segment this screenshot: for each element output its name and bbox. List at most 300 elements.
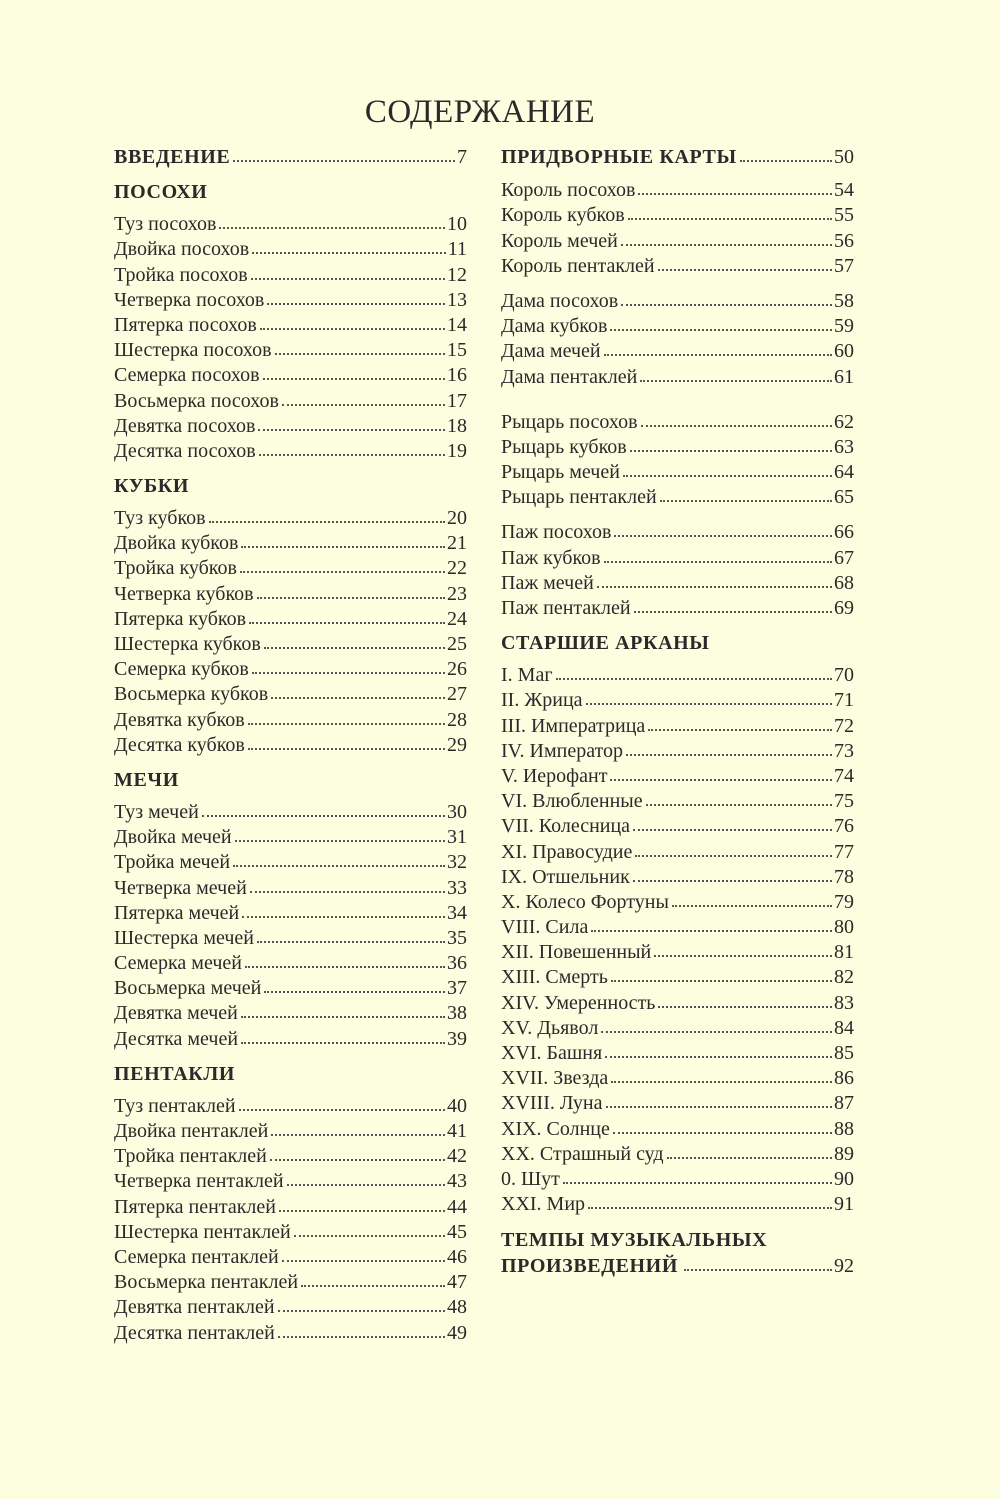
toc-entry[interactable] bbox=[501, 485, 854, 510]
dot-leader bbox=[233, 859, 445, 867]
toc-entry-title: Дама мечей bbox=[501, 340, 601, 363]
dot-leader bbox=[249, 616, 445, 624]
toc-entry[interactable] bbox=[501, 229, 854, 254]
dot-leader bbox=[241, 1036, 445, 1044]
toc-entry-title: Дама пентаклей bbox=[501, 365, 638, 388]
toc-entry[interactable] bbox=[114, 531, 467, 556]
toc-entry-title: ПРИДВОРНЫЕ КАРТЫ bbox=[501, 146, 737, 168]
toc-entry-title: XV. Дьявол bbox=[501, 1016, 599, 1039]
toc-entry-page: 24 bbox=[447, 607, 467, 630]
toc-entry-title: Король пентаклей bbox=[501, 254, 655, 277]
toc-entry-page: 55 bbox=[834, 204, 854, 227]
toc-entry-page: 14 bbox=[447, 313, 467, 336]
dot-leader bbox=[258, 423, 445, 431]
toc-entry-page: 29 bbox=[447, 733, 467, 756]
toc-entry[interactable] bbox=[114, 389, 467, 414]
dot-leader bbox=[301, 1279, 445, 1287]
toc-entry-title: Дама кубков bbox=[501, 315, 608, 338]
toc-entry-page: 90 bbox=[834, 1167, 854, 1190]
dot-leader bbox=[621, 238, 832, 246]
toc-entry[interactable] bbox=[501, 739, 854, 764]
toc-entry-page: 34 bbox=[447, 901, 467, 924]
toc-entry[interactable] bbox=[501, 1091, 854, 1116]
dot-leader bbox=[263, 372, 445, 380]
dot-leader bbox=[604, 348, 832, 356]
toc-entry[interactable] bbox=[501, 571, 854, 596]
group-spacer bbox=[501, 390, 854, 410]
toc-entry-title: Рыцарь мечей bbox=[501, 461, 620, 484]
toc-entry[interactable] bbox=[114, 363, 467, 388]
toc-entry-page: 68 bbox=[834, 571, 854, 594]
toc-entry-page: 43 bbox=[447, 1170, 467, 1193]
toc-entry-page: 56 bbox=[834, 229, 854, 252]
toc-entry[interactable] bbox=[114, 1245, 467, 1270]
toc-entry[interactable] bbox=[501, 1167, 854, 1192]
toc-entry-title: Двойка мечей bbox=[114, 826, 232, 849]
toc-entry-title: Тройка кубков bbox=[114, 557, 237, 580]
toc-entry-title: I. Маг bbox=[501, 664, 553, 687]
dot-leader bbox=[271, 1128, 445, 1136]
dot-leader bbox=[613, 1126, 832, 1134]
dot-leader bbox=[630, 444, 832, 452]
toc-entry-page: 78 bbox=[834, 865, 854, 888]
toc-entry-page: 77 bbox=[834, 840, 854, 863]
toc-entry-page: 38 bbox=[447, 1002, 467, 1025]
dot-leader bbox=[264, 985, 445, 993]
toc-entry-page: 16 bbox=[447, 364, 467, 387]
toc-entry-title: XXI. Мир bbox=[501, 1193, 586, 1216]
toc-entry-page: 45 bbox=[447, 1220, 467, 1243]
toc-entry-tempos[interactable] bbox=[501, 1228, 854, 1279]
toc-entry-page: 13 bbox=[447, 288, 467, 311]
toc-entry-title: VI. Влюбленные bbox=[501, 790, 643, 813]
toc-entry[interactable] bbox=[114, 582, 467, 607]
toc-entry-title: Паж мечей bbox=[501, 571, 594, 594]
toc-entry-title: Шестерка посохов bbox=[114, 339, 272, 362]
toc-entry-title: X. Колесо Фортуны bbox=[501, 890, 669, 913]
group-spacer bbox=[501, 279, 854, 289]
dot-leader bbox=[239, 1103, 445, 1111]
dot-leader bbox=[634, 605, 832, 613]
dot-leader bbox=[635, 849, 832, 857]
toc-entry[interactable] bbox=[501, 1117, 854, 1142]
left-sections bbox=[114, 180, 467, 1346]
toc-entry-title: Десятка мечей bbox=[114, 1027, 239, 1050]
toc-entry[interactable] bbox=[501, 435, 854, 460]
toc-entry-title: Рыцарь посохов bbox=[501, 410, 638, 433]
dot-leader bbox=[240, 565, 445, 573]
toc-entry-page: 7 bbox=[457, 146, 467, 168]
toc-entry-intro[interactable] bbox=[114, 145, 467, 170]
dot-leader bbox=[251, 272, 445, 280]
toc-entry[interactable] bbox=[114, 556, 467, 581]
toc-entry[interactable] bbox=[501, 764, 854, 789]
toc-entry-page: 26 bbox=[447, 658, 467, 681]
dot-leader bbox=[563, 1176, 832, 1184]
toc-entry-page: 36 bbox=[447, 952, 467, 975]
dot-leader bbox=[641, 419, 832, 427]
toc-entry[interactable] bbox=[114, 1119, 467, 1144]
toc-entry-title: Пятерка пентаклей bbox=[114, 1195, 276, 1218]
toc-entry[interactable] bbox=[114, 1169, 467, 1194]
toc-entry-title: XIII. Смерть bbox=[501, 966, 608, 989]
toc-entry[interactable] bbox=[501, 254, 854, 279]
toc-entry[interactable] bbox=[501, 596, 854, 621]
toc-entry-title: Семерка посохов bbox=[114, 364, 260, 387]
section-heading: ПОСОХИ bbox=[114, 181, 208, 204]
dot-leader bbox=[264, 641, 445, 649]
dot-leader bbox=[241, 1010, 445, 1018]
toc-entry-title: Четверка мечей bbox=[114, 876, 247, 899]
dot-leader bbox=[672, 899, 832, 907]
toc-entry-page: 74 bbox=[834, 764, 854, 787]
dot-leader bbox=[667, 1151, 832, 1159]
toc-entry-page: 92 bbox=[834, 1254, 854, 1277]
dot-leader bbox=[219, 221, 445, 229]
toc-entry-title: XX. Страшный суд bbox=[501, 1142, 664, 1165]
dot-leader bbox=[646, 798, 832, 806]
toc-entry-title: Король посохов bbox=[501, 179, 636, 202]
dot-leader bbox=[248, 717, 445, 725]
toc-left-column bbox=[114, 145, 467, 1346]
toc-entry-page: 82 bbox=[834, 966, 854, 989]
dot-leader bbox=[658, 1000, 832, 1008]
dot-leader bbox=[648, 723, 832, 731]
toc-entry-page: 40 bbox=[447, 1094, 467, 1117]
toc-entry-page: 81 bbox=[834, 941, 854, 964]
dot-leader bbox=[740, 154, 832, 162]
dot-leader bbox=[556, 672, 832, 680]
toc-entry-title: ВВЕДЕНИЕ bbox=[114, 146, 231, 168]
toc-entry-page: 61 bbox=[834, 365, 854, 388]
group-spacer bbox=[501, 510, 854, 520]
dot-leader bbox=[633, 874, 832, 882]
toc-entry[interactable] bbox=[114, 800, 467, 825]
dot-leader bbox=[202, 809, 445, 817]
dot-leader bbox=[628, 212, 832, 220]
toc-entry[interactable] bbox=[114, 850, 467, 875]
toc-entry[interactable] bbox=[501, 714, 854, 739]
toc-entry-title: Десятка пентаклей bbox=[114, 1321, 275, 1344]
toc-entry-page: 47 bbox=[447, 1271, 467, 1294]
dot-leader bbox=[626, 748, 832, 756]
toc-entry-page: 32 bbox=[447, 851, 467, 874]
toc-entry[interactable] bbox=[501, 314, 854, 339]
dot-leader bbox=[233, 154, 455, 162]
page-title: СОДЕРЖАНИЕ bbox=[364, 94, 596, 130]
dot-leader bbox=[275, 347, 445, 355]
section-heading: МЕЧИ bbox=[114, 768, 179, 791]
toc-entry[interactable] bbox=[114, 926, 467, 951]
toc-entry[interactable] bbox=[501, 663, 854, 688]
toc-entry[interactable] bbox=[114, 632, 467, 657]
toc-entry[interactable] bbox=[501, 789, 854, 814]
dot-leader bbox=[294, 1229, 445, 1237]
toc-entry-page: 79 bbox=[834, 890, 854, 913]
dot-leader bbox=[257, 591, 445, 599]
dot-leader bbox=[248, 742, 445, 750]
dot-leader bbox=[611, 974, 832, 982]
dot-leader bbox=[278, 1304, 445, 1312]
dot-leader bbox=[623, 469, 832, 477]
toc-entry[interactable] bbox=[114, 439, 467, 464]
toc-entry-title: VIII. Сила bbox=[501, 916, 589, 939]
section-heading-major-arcana: СТАРШИЕ АРКАНЫ bbox=[501, 632, 710, 655]
toc-entry-page: 76 bbox=[834, 815, 854, 838]
toc-entry[interactable] bbox=[501, 339, 854, 364]
toc-entry-page: 69 bbox=[834, 597, 854, 619]
toc-entry-title: V. Иерофант bbox=[501, 764, 608, 787]
toc-entry[interactable] bbox=[114, 263, 467, 288]
toc-entry[interactable] bbox=[114, 607, 467, 632]
toc-entry-title: Тройка посохов bbox=[114, 263, 248, 286]
tempos-line-1: ТЕМПЫ МУЗЫКАЛЬНЫХ bbox=[501, 1229, 768, 1252]
toc-entry-title: Семерка пентаклей bbox=[114, 1245, 279, 1268]
toc-entry-page: 64 bbox=[834, 461, 854, 484]
toc-entry[interactable] bbox=[501, 965, 854, 990]
toc-entry[interactable] bbox=[114, 976, 467, 1001]
toc-entry[interactable] bbox=[501, 991, 854, 1016]
toc-entry-title: Двойка пентаклей bbox=[114, 1120, 269, 1142]
dot-leader bbox=[245, 960, 445, 968]
toc-entry[interactable] bbox=[114, 414, 467, 439]
toc-entry[interactable] bbox=[114, 876, 467, 901]
toc-entry-page: 33 bbox=[447, 876, 467, 899]
toc-entry-title: Пятерка посохов bbox=[114, 313, 257, 336]
dot-leader bbox=[640, 374, 832, 382]
toc-entry-page: 23 bbox=[447, 582, 467, 605]
toc-entry-title: Восьмерка посохов bbox=[114, 389, 279, 412]
toc-entry-page: 21 bbox=[447, 532, 467, 555]
toc-entry[interactable] bbox=[114, 733, 467, 758]
toc-entry-page: 28 bbox=[447, 708, 467, 731]
toc-entry-page: 73 bbox=[834, 739, 854, 762]
dot-leader bbox=[242, 910, 445, 918]
toc-entry-title: Шестерка кубков bbox=[114, 633, 261, 655]
toc-entry-page: 66 bbox=[834, 521, 854, 544]
toc-entry[interactable] bbox=[501, 520, 854, 545]
dot-leader bbox=[209, 515, 445, 523]
dot-leader bbox=[259, 448, 445, 456]
toc-entry[interactable] bbox=[501, 865, 854, 890]
toc-entry-page: 63 bbox=[834, 435, 854, 458]
toc-entry-title: XIX. Солнце bbox=[501, 1117, 610, 1140]
toc-entry[interactable] bbox=[114, 506, 467, 531]
dot-leader bbox=[606, 1100, 832, 1108]
court-card-groups bbox=[501, 170, 854, 621]
toc-entry[interactable] bbox=[114, 682, 467, 707]
toc-entry-page: 70 bbox=[834, 664, 854, 687]
dot-leader bbox=[588, 1201, 832, 1209]
toc-entry-page: 20 bbox=[447, 507, 467, 530]
toc-entry-page: 86 bbox=[834, 1067, 854, 1090]
toc-entry[interactable] bbox=[501, 1142, 854, 1167]
toc-entry-page: 49 bbox=[447, 1321, 467, 1344]
toc-entry[interactable] bbox=[501, 1041, 854, 1066]
dot-leader bbox=[278, 1330, 445, 1338]
toc-entry[interactable] bbox=[501, 410, 854, 435]
toc-entry[interactable] bbox=[501, 1066, 854, 1091]
toc-entry[interactable] bbox=[114, 1195, 467, 1220]
toc-entry-page: 48 bbox=[447, 1296, 467, 1319]
toc-entry[interactable] bbox=[501, 890, 854, 915]
toc-entry[interactable] bbox=[114, 1094, 467, 1119]
dot-leader bbox=[267, 297, 445, 305]
dot-leader bbox=[654, 949, 832, 957]
dot-leader bbox=[605, 1050, 832, 1058]
toc-entry-page: 22 bbox=[447, 557, 467, 580]
toc-entry-title: Паж пентаклей bbox=[501, 597, 631, 619]
toc-entry[interactable] bbox=[114, 825, 467, 850]
dot-leader bbox=[250, 885, 445, 893]
toc-entry-title: 0. Шут bbox=[501, 1167, 560, 1190]
toc-entry-title: Девятка мечей bbox=[114, 1002, 238, 1025]
toc-entry[interactable] bbox=[114, 338, 467, 363]
toc-entry-page: 35 bbox=[447, 926, 467, 949]
section-heading: ПЕНТАКЛИ bbox=[114, 1062, 236, 1085]
toc-entry-page: 59 bbox=[834, 315, 854, 338]
toc-entry-title: Восьмерка пентаклей bbox=[114, 1271, 299, 1294]
toc-entry-title: Рыцарь пентаклей bbox=[501, 486, 657, 509]
toc-entry[interactable] bbox=[501, 203, 854, 228]
toc-entry[interactable] bbox=[501, 546, 854, 571]
dot-leader bbox=[287, 1178, 445, 1186]
toc-entry[interactable] bbox=[114, 212, 467, 237]
toc-entry[interactable] bbox=[114, 288, 467, 313]
toc-entry-title: Восьмерка мечей bbox=[114, 977, 262, 1000]
toc-entry[interactable] bbox=[114, 1295, 467, 1320]
toc-entry-page: 72 bbox=[834, 714, 854, 737]
toc-entry[interactable] bbox=[114, 1321, 467, 1346]
toc-entry-title: Девятка посохов bbox=[114, 414, 256, 437]
toc-entry-title: II. Жрица bbox=[501, 689, 583, 712]
dot-leader bbox=[260, 322, 445, 330]
toc-entry-page: 31 bbox=[447, 826, 467, 849]
toc-entry[interactable] bbox=[114, 1144, 467, 1169]
toc-entry-title: Пятерка мечей bbox=[114, 901, 240, 924]
toc-entry[interactable] bbox=[114, 901, 467, 926]
toc-entry[interactable] bbox=[114, 1220, 467, 1245]
toc-entry-page: 11 bbox=[447, 238, 467, 261]
toc-entry-page: 89 bbox=[834, 1142, 854, 1165]
toc-entry[interactable] bbox=[114, 708, 467, 733]
toc-entry[interactable] bbox=[114, 657, 467, 682]
toc-entry[interactable] bbox=[501, 289, 854, 314]
toc-entry-title: Десятка посохов bbox=[114, 439, 256, 462]
toc-entry[interactable] bbox=[114, 313, 467, 338]
dot-leader bbox=[633, 823, 832, 831]
group-spacer bbox=[501, 170, 854, 178]
toc-entry-page: 62 bbox=[834, 410, 854, 433]
dot-leader bbox=[252, 666, 445, 674]
toc-entry-page: 71 bbox=[834, 689, 854, 712]
dot-leader bbox=[597, 580, 832, 588]
toc-entry-page: 44 bbox=[447, 1195, 467, 1218]
toc-entry[interactable] bbox=[501, 178, 854, 203]
toc-entry-page: 42 bbox=[447, 1145, 467, 1168]
toc-entry-page: 30 bbox=[447, 800, 467, 823]
toc-entry-page: 65 bbox=[834, 486, 854, 509]
toc-entry-page: 75 bbox=[834, 790, 854, 813]
toc-entry-page: 88 bbox=[834, 1117, 854, 1140]
toc-entry[interactable] bbox=[501, 688, 854, 713]
dot-leader bbox=[610, 773, 832, 781]
toc-entry-title: XVII. Звезда bbox=[501, 1067, 609, 1090]
toc-entry-page: 17 bbox=[447, 389, 467, 412]
dot-leader bbox=[271, 691, 445, 699]
toc-entry-page: 84 bbox=[834, 1016, 854, 1039]
toc-entry[interactable] bbox=[501, 814, 854, 839]
toc-entry[interactable] bbox=[501, 460, 854, 485]
tempos-line-2: ПРОИЗВЕДЕНИЙ bbox=[501, 1254, 678, 1277]
toc-entry-title: Восьмерка кубков bbox=[114, 683, 269, 706]
dot-leader bbox=[604, 555, 832, 563]
toc-entry-page: 15 bbox=[447, 339, 467, 362]
toc-heading-court-cards[interactable] bbox=[501, 145, 854, 170]
toc-entry-title: Семерка мечей bbox=[114, 952, 242, 975]
toc-entry[interactable] bbox=[114, 1270, 467, 1295]
toc-entry[interactable] bbox=[114, 951, 467, 976]
toc-entry-title: IX. Отшельник bbox=[501, 865, 630, 888]
toc-right-column bbox=[501, 145, 854, 1279]
toc-entry-page: 60 bbox=[834, 340, 854, 363]
toc-entry-title: XI. Правосудие bbox=[501, 840, 633, 863]
toc-entry[interactable] bbox=[501, 940, 854, 965]
dot-leader bbox=[611, 1075, 832, 1083]
toc-entry[interactable] bbox=[114, 1001, 467, 1026]
toc-entry-page: 41 bbox=[447, 1120, 467, 1142]
major-arcana-list bbox=[501, 663, 854, 1217]
dot-leader bbox=[257, 935, 445, 943]
dot-leader bbox=[282, 398, 445, 406]
toc-entry[interactable] bbox=[501, 1192, 854, 1217]
toc-entry[interactable] bbox=[501, 1016, 854, 1041]
toc-entry-page: 80 bbox=[834, 916, 854, 939]
toc-entry-page: 58 bbox=[834, 289, 854, 312]
toc-entry-title: Девятка кубков bbox=[114, 708, 245, 731]
toc-entry[interactable] bbox=[114, 237, 467, 262]
dot-leader bbox=[270, 1153, 445, 1161]
toc-entry-title: Тройка пентаклей bbox=[114, 1145, 267, 1168]
toc-entry-page: 27 bbox=[447, 683, 467, 706]
dot-leader bbox=[241, 540, 445, 548]
dot-leader bbox=[282, 1254, 445, 1262]
toc-entry-title: Король мечей bbox=[501, 229, 618, 252]
toc-entry-title: Паж кубков bbox=[501, 546, 601, 569]
section-heading: КУБКИ bbox=[114, 475, 190, 498]
toc-entry-title: Король кубков bbox=[501, 204, 625, 227]
toc-entry-title: Девятка пентаклей bbox=[114, 1296, 275, 1319]
toc-entry-page: 54 bbox=[834, 179, 854, 202]
toc-entry-title: Семерка кубков bbox=[114, 658, 249, 681]
toc-entry-page: 87 bbox=[834, 1092, 854, 1115]
toc-entry-title: Пятерка кубков bbox=[114, 607, 247, 630]
toc-entry-page: 25 bbox=[447, 633, 467, 655]
toc-entry[interactable] bbox=[114, 1027, 467, 1052]
toc-entry[interactable] bbox=[501, 915, 854, 940]
toc-entry-title: Туз мечей bbox=[114, 800, 199, 823]
toc-entry-page: 85 bbox=[834, 1042, 854, 1064]
toc-entry[interactable] bbox=[501, 840, 854, 865]
dot-leader bbox=[658, 263, 832, 271]
toc-entry-page: 19 bbox=[447, 439, 467, 462]
toc-entry-title: Десятка кубков bbox=[114, 733, 245, 756]
dot-leader bbox=[621, 298, 832, 306]
dot-leader bbox=[252, 246, 446, 254]
toc-entry[interactable] bbox=[501, 365, 854, 390]
toc-entry-title: Туз кубков bbox=[114, 507, 206, 530]
toc-entry-title: Двойка кубков bbox=[114, 532, 239, 555]
